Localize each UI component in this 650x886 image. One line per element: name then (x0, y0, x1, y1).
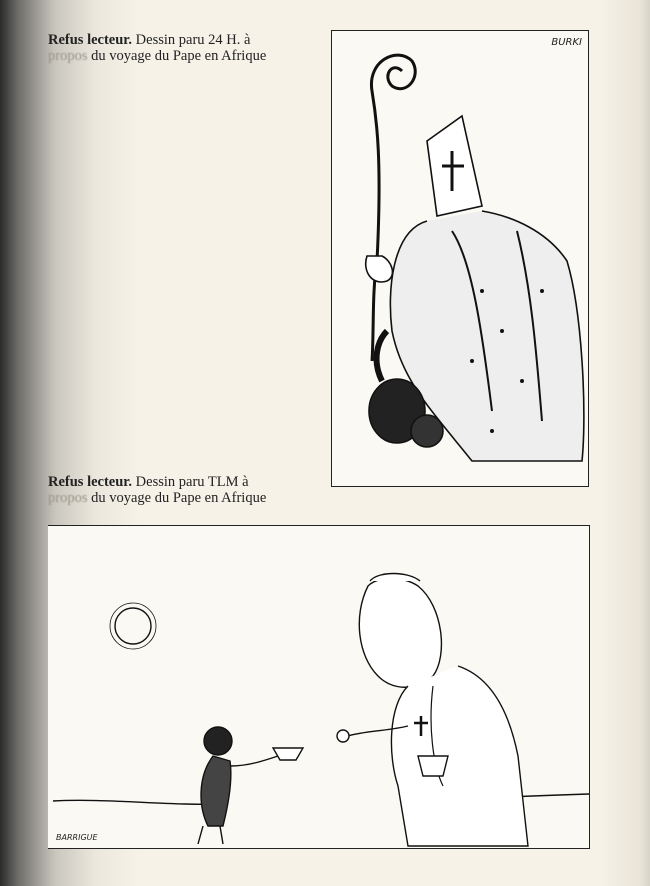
caption-bottom-bold: Refus lecteur. (48, 474, 133, 490)
caption-bottom-faded: propos (48, 490, 88, 506)
caption-top-bold: Refus lecteur. (48, 32, 133, 48)
caption-top-faded: propos (48, 48, 88, 64)
caption-bottom-line1: Dessin paru TLM à (132, 474, 249, 490)
caption-top-line1: Dessin paru 24 H. à (132, 32, 251, 48)
signature-barrigue: BARRIGUE (56, 833, 98, 842)
caption-bottom (48, 474, 266, 506)
signature-burki: BURKI (551, 37, 582, 48)
cartoon-pope-child (48, 525, 590, 849)
caption-top (48, 32, 266, 64)
caption-bottom-line2: du voyage du Pape en Afrique (87, 490, 267, 506)
cartoon-pope-monkey (331, 30, 589, 487)
pope-monkey-illustration (332, 31, 588, 486)
caption-top-line2: du voyage du Pape en Afrique (87, 48, 267, 64)
pope-child-illustration (48, 526, 589, 848)
